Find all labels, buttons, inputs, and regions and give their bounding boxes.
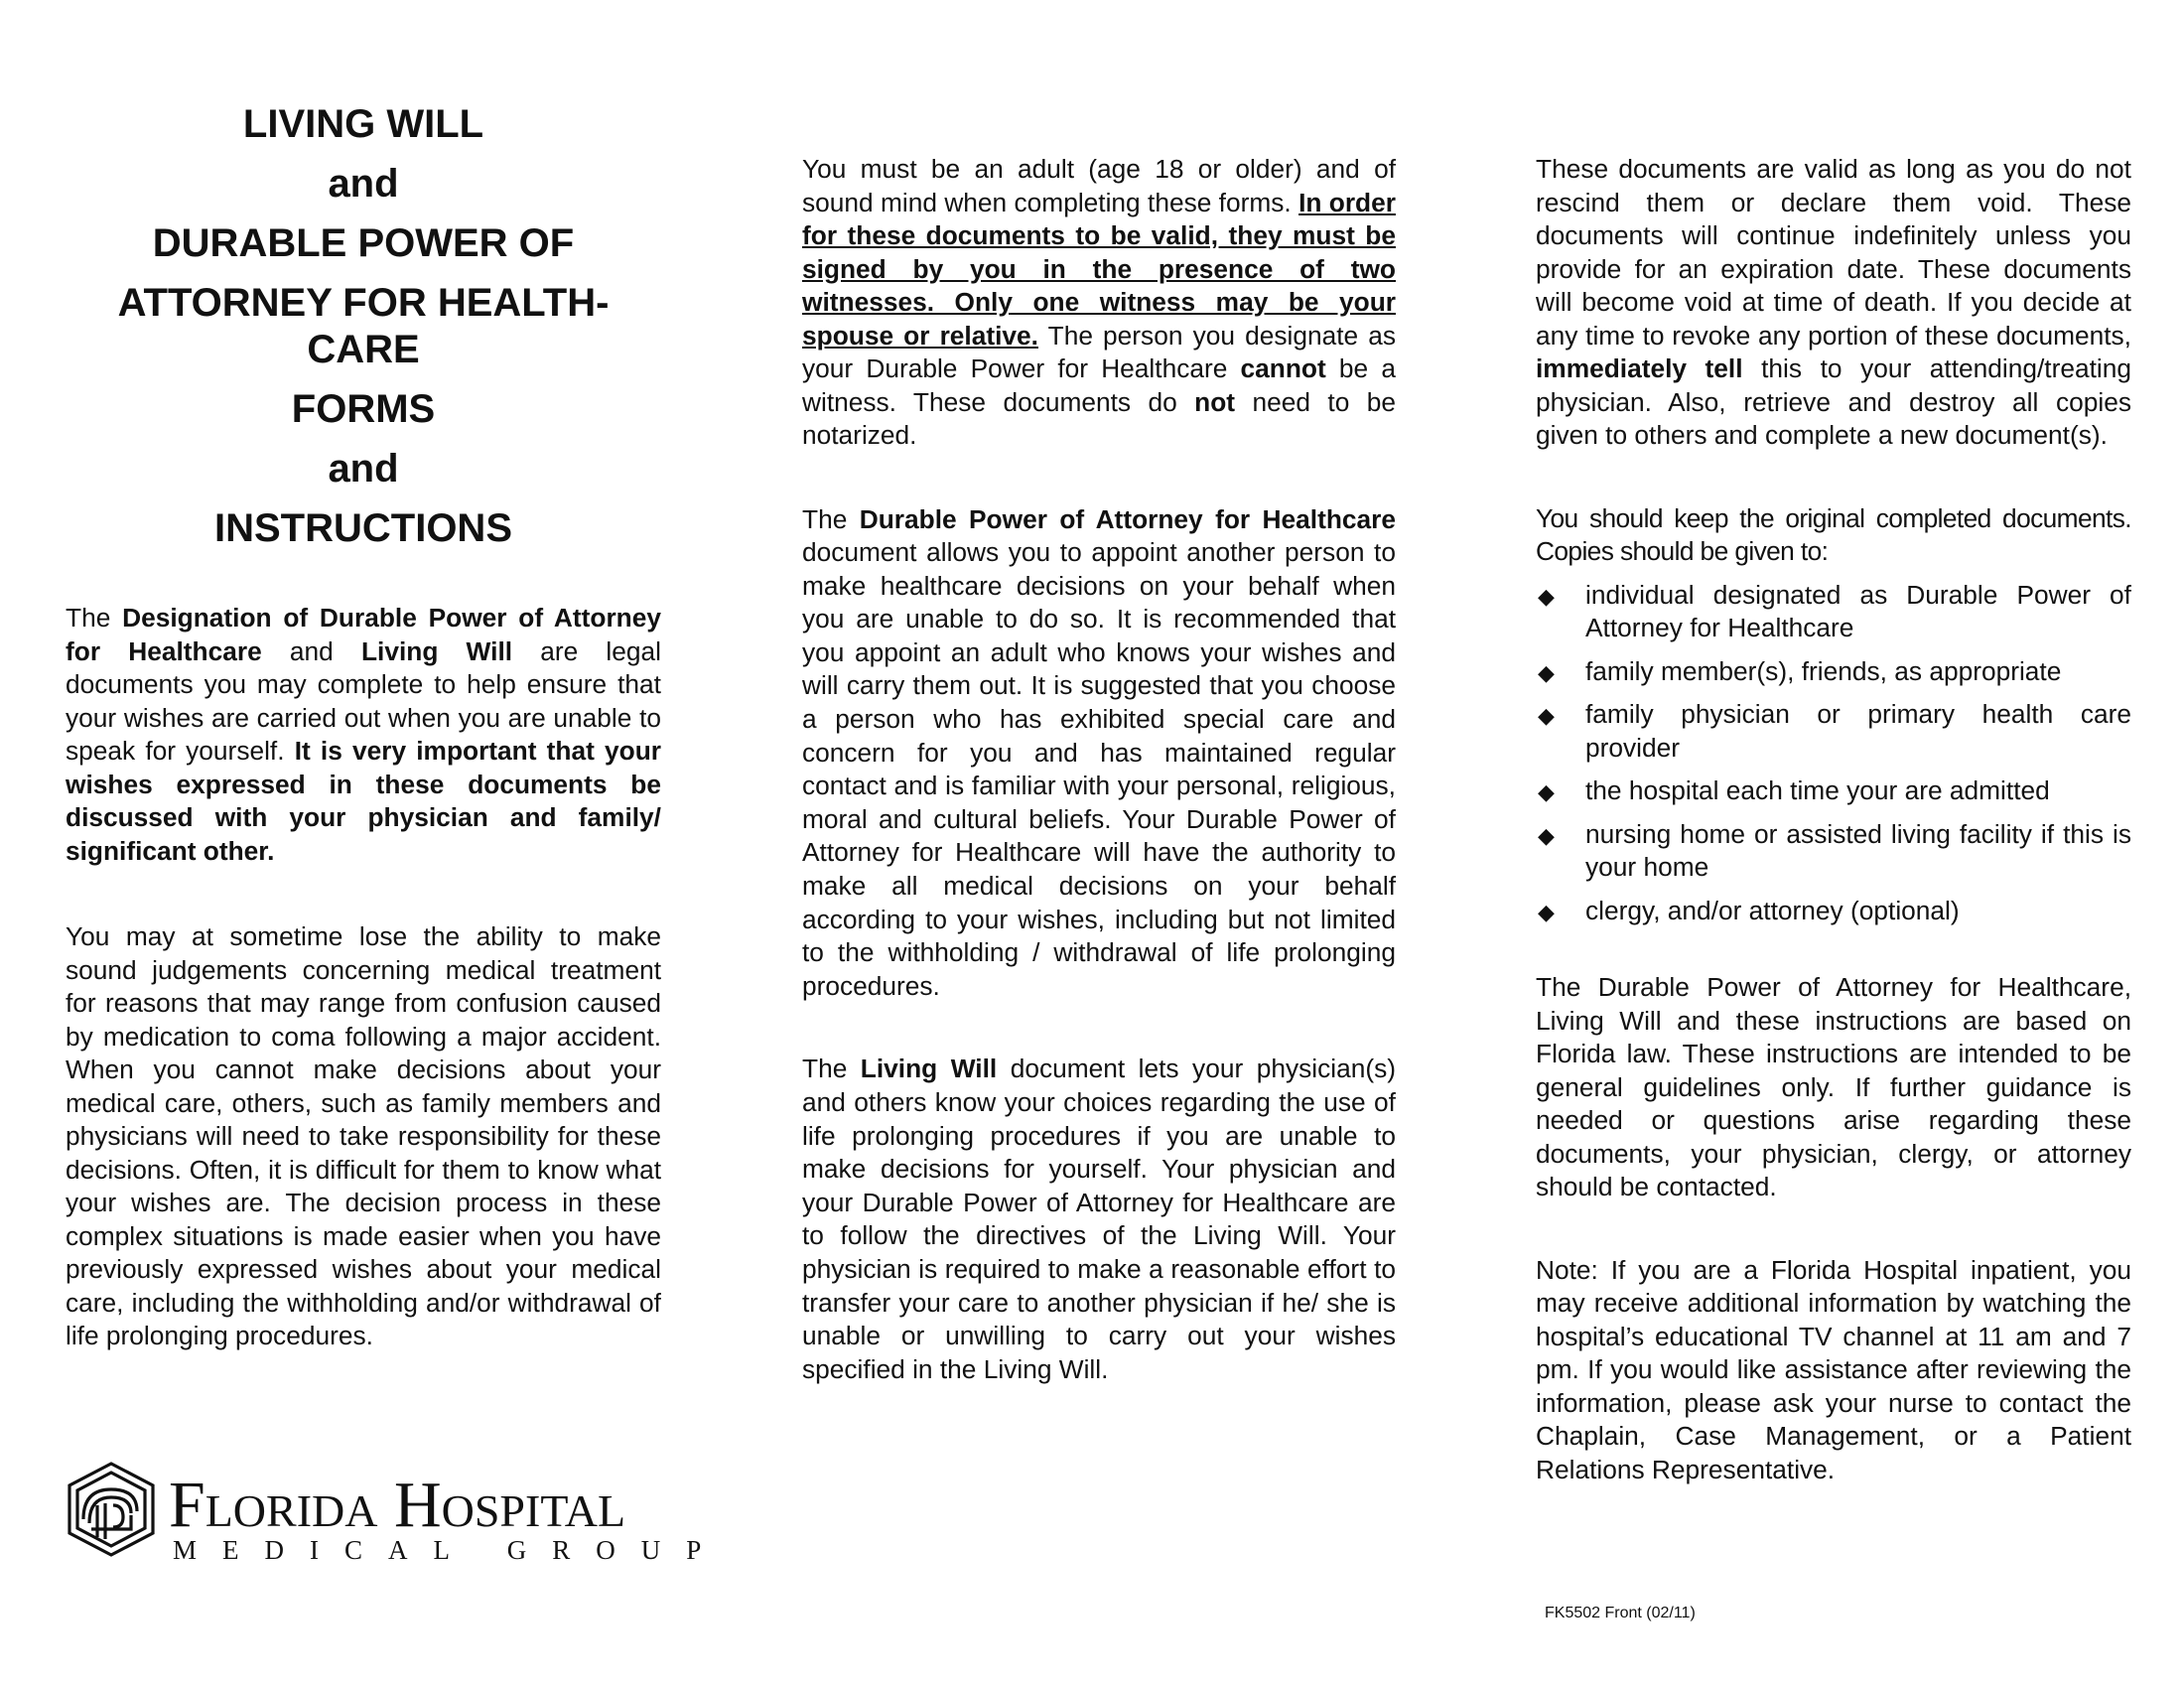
diamond-bullet-icon: ◆ <box>1538 659 1555 685</box>
florida-hospital-logo <box>62 1460 728 1569</box>
diamond-bullet-icon: ◆ <box>1538 822 1555 848</box>
bold-text: cannot <box>1240 353 1326 383</box>
column-right <box>1536 0 2131 1486</box>
validity-paragraph <box>1536 153 2131 453</box>
requirements-paragraph <box>802 153 1396 453</box>
bold-text: It is very important that your wishes expressed in these documents be discussed with your physician and family/ significant other. <box>66 736 661 866</box>
text-span: be a witness. These documents do <box>802 353 1396 417</box>
column-left <box>66 0 661 1353</box>
intro-paragraph <box>66 602 661 868</box>
text-span: document lets your physician(s) and others know your choices regarding the use of life prolonging procedures if you are unable to make decisions for yourself. Your physician and your Durable Power of Attorney for Healthcare are to follow the directives of the Living Will. Your physician is required to make a reasonable effort to transfer your care to another physician if he/ she is unable or unwilling to carry out your wishes specified in the Living Will. <box>802 1054 1396 1384</box>
florida-law-paragraph: The Durable Power of Attorney for Healthcare, Living Will and these instructions are based on Florida law. These instructions are intended to be general guidelines only. If further guidance is needed or questions arise regarding these documents, your physician, clergy, or attorney should be contacted. <box>1536 972 2131 1201</box>
title-line: LIVING WILL <box>242 102 484 146</box>
title-line: INSTRUCTIONS <box>214 506 512 550</box>
list-item <box>1536 774 2131 808</box>
text-span: and <box>261 635 361 666</box>
text-span: The person you designate as your Durable Power for Healthcare <box>802 320 1397 383</box>
logo-name: Florida Hospital <box>169 1469 626 1541</box>
durable-power-paragraph <box>802 503 1396 1004</box>
list-item <box>1536 655 2131 689</box>
title-line: ATTORNEY FOR HEALTH- <box>117 281 610 325</box>
text-span: need to be notarized. <box>802 386 1396 450</box>
diamond-bullet-icon: ◆ <box>1538 779 1555 804</box>
underlined-bold-text: In order for these documents to be valid, they must be signed by you in the presence of two witnesses. Only one witness may be your spouse or relative. <box>802 187 1396 351</box>
bold-text: not <box>1194 386 1236 417</box>
title-line: FORMS <box>291 387 436 431</box>
diamond-bullet-icon: ◆ <box>1538 583 1555 609</box>
bold-text: Durable Power of Attorney for Healthcare <box>859 503 1397 534</box>
logo-subtitle: MEDICAL GROUP <box>173 1535 728 1565</box>
form-code: FK5502 Front (02/11) <box>1545 1605 1696 1621</box>
title-line: and <box>328 162 399 206</box>
list-item-text: individual designated as Durable Power of Attorney for Healthcare <box>1585 579 2131 642</box>
list-item <box>1536 579 2131 645</box>
text-span: The <box>802 1054 861 1084</box>
hospital-emblem-icon <box>62 1460 161 1559</box>
document-title <box>66 101 661 552</box>
title-line: DURABLE POWER OF <box>152 221 575 265</box>
list-item-text: clergy, and/or attorney (optional) <box>1585 895 1960 925</box>
title-line: CARE <box>307 328 420 371</box>
text-span: These documents are valid as long as you do not rescind them or declare them void. These documents will continue indefinitely unless you provide for an expiration date. These documents will become void at time of death. If you decide at any time to revoke any portion of these documents, <box>1536 154 2131 351</box>
title-line: and <box>328 447 399 491</box>
text-span: The <box>66 603 123 633</box>
list-item-text: nursing home or assisted living facility if this is your home <box>1585 818 2131 882</box>
list-item-text: the hospital each time your are admitted <box>1585 775 2050 805</box>
ability-paragraph: You may at sometime lose the ability to make sound judgements concerning medical treatment for reasons that may range from confusion caused by medication to coma following a major accident. When you cannot make decisions about your medical care, others, such as family members and physicians will need to take responsibility for these decisions. Often, it is difficult for them to know what your wishes are. The decision process in these complex situations is made easier when you have previously expressed wishes about your medical care, including the withholding and/or withdrawal of life prolonging procedures. <box>66 921 661 1350</box>
bold-text: Living Will <box>860 1054 998 1084</box>
column-middle <box>802 0 1396 1386</box>
list-item <box>1536 818 2131 885</box>
diamond-bullet-icon: ◆ <box>1538 899 1555 924</box>
bold-text: Living Will <box>360 635 513 666</box>
text-span: are legal documents you may complete to help ensure that your wishes are carried out when you are unable to speak for yourself. <box>66 635 661 766</box>
text-span: document allows you to appoint another person to make healthcare decisions on your behalf when you are unable to do so. It is recommended that you appoint an adult who knows your wishes and will carry them out. It is suggested that you choose a person who has exhibited special care and concern for you and has maintained regular contact and is familiar with your personal, religious, moral and cultural beliefs. Your Durable Power of Attorney for Healthcare will have the authority to make all medical decisions on your behalf according to your wishes, including but not limited to the withholding / withdrawal of life prolonging procedures. <box>802 537 1396 1001</box>
bold-text: immediately tell <box>1536 353 1743 383</box>
living-will-paragraph <box>802 1053 1396 1386</box>
text-span: The <box>802 503 860 534</box>
copies-list <box>1536 579 2131 928</box>
list-item <box>1536 895 2131 928</box>
text-span: You must be an adult (age 18 or older) and of sound mind when completing these forms. <box>802 154 1396 217</box>
list-item-text: family member(s), friends, as appropriate <box>1585 655 2062 686</box>
inpatient-note-paragraph: Note: If you are a Florida Hospital inpatient, you may receive additional information by watching the hospital’s educational TV channel at 11 am and 7 pm. If you would like assistance after reviewing the information, please ask your nurse to contact the Chaplain, Case Management, or a Patient Relations Representative. <box>1536 1254 2131 1484</box>
diamond-bullet-icon: ◆ <box>1538 703 1555 728</box>
text-span: this to your attending/treating physician. Also, retrieve and destroy all copies given to others and complete a new document(s). <box>1536 353 2131 450</box>
bold-text: Designation of Durable Power of Attorney for Healthcare <box>66 603 661 666</box>
list-item-text: family physician or primary health care provider <box>1585 699 2131 763</box>
copies-paragraph: You should keep the original completed documents. Copies should be given to: <box>1536 502 2131 566</box>
list-item <box>1536 698 2131 765</box>
